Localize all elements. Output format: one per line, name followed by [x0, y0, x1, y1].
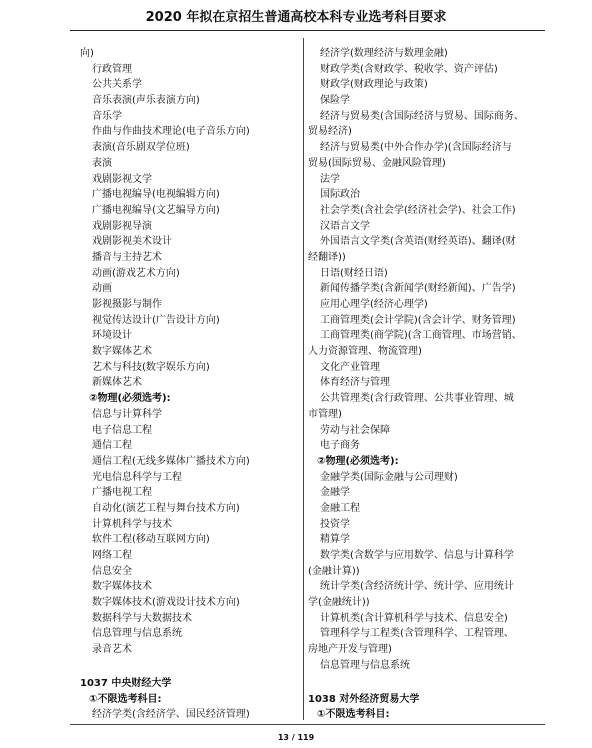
major-item: 网络工程 — [92, 550, 132, 561]
major-item: 金融学类(国际金融与公司理财) — [320, 471, 458, 483]
major-item-continuation: 人力资源管理、物流管理) — [308, 346, 422, 358]
major-item: 艺术与科技(数字娱乐方向) — [92, 361, 210, 373]
major-item: 影视摄影与制作 — [92, 299, 162, 310]
major-item: 数字媒体技术(游戏设计技术方向) — [92, 597, 240, 609]
major-item: 信息安全 — [92, 565, 132, 577]
major-item: 音乐表演(声乐表演方向) — [92, 95, 200, 107]
major-item: 计算机科学与技术 — [92, 518, 172, 530]
major-item: 工商管理类(会计学院)(含会计学、财务管理) — [320, 314, 516, 326]
major-item: 通信工程(无线多媒体广播技术方向) — [92, 455, 250, 467]
major-item: 汉语言文学 — [320, 220, 370, 232]
major-item: 劳动与社会保障 — [320, 424, 390, 436]
document-title: 2020 年拟在京招生普通高校本科专业选考科目要求 — [145, 10, 447, 25]
major-item: 动画 — [92, 283, 112, 295]
major-item: 经济与贸易类(含国际经济与贸易、国际商务、 — [320, 110, 524, 122]
major-item: 经济学类(含经济学、国民经济管理) — [92, 709, 250, 721]
footer-rule — [70, 724, 545, 725]
major-item: 电子信息工程 — [92, 424, 152, 436]
major-item: 金融学 — [320, 487, 350, 499]
major-item: 戏剧影视美术设计 — [92, 236, 172, 248]
column-divider — [303, 38, 304, 720]
major-item: 金融工程 — [320, 502, 360, 514]
major-item: 投资学 — [320, 518, 350, 530]
major-item-continuation: 贸易经济) — [308, 126, 352, 138]
major-item: 国际政治 — [320, 189, 360, 201]
subject-requirement-heading: ①不限选考科目: — [89, 693, 162, 705]
major-item: 音乐学 — [92, 110, 122, 122]
major-item: 戏剧影视文学 — [92, 173, 152, 185]
spacer — [80, 658, 302, 676]
major-item: 表演 — [92, 157, 112, 169]
major-item: 行政管理 — [92, 63, 132, 75]
major-item: 外国语言文学类(含英语(财经英语)、翻译(财 — [320, 236, 516, 248]
major-item: 精算学 — [320, 534, 350, 546]
major-item: 广播电视编导(文艺编导方向) — [92, 204, 220, 216]
major-item: 录音艺术 — [92, 644, 132, 656]
major-item: 统计学类(含经济统计学、统计学、应用统计 — [320, 581, 514, 593]
major-item: 光电信息科学与工程 — [92, 471, 182, 483]
major-item: 播音与主持艺术 — [92, 251, 162, 263]
subject-requirement-heading: ①不限选考科目: — [317, 709, 390, 721]
major-item: 管理科学与工程类(含管理科学、工程管理、 — [320, 628, 514, 640]
major-item: 数字媒体技术 — [92, 581, 152, 593]
major-item: 广播电视编导(电视编辑方向) — [92, 189, 220, 201]
major-item: 应用心理学(经济心理学) — [320, 299, 428, 310]
major-item: 信息管理与信息系统 — [92, 628, 182, 640]
major-item: 法学 — [320, 173, 340, 185]
major-item: 财政学(财政理论与政策) — [320, 79, 428, 91]
major-item: 环境设计 — [92, 330, 132, 342]
major-item: 戏剧影视导演 — [92, 220, 152, 232]
major-item: 新闻传播学类(含新闻学(财经新闻)、广告学) — [320, 283, 516, 295]
right-column — [308, 46, 528, 723]
subject-requirement-heading: ②物理(必须选考): — [317, 455, 399, 467]
left-column — [80, 46, 302, 723]
major-item-continuation: 向) — [80, 48, 94, 59]
major-item: 财政学类(含财政学、税收学、资产评估) — [320, 63, 498, 75]
major-item: 通信工程 — [92, 440, 132, 452]
major-item: 信息管理与信息系统 — [320, 659, 410, 671]
header-rule — [70, 30, 545, 31]
major-item-continuation: 学(金融统计)) — [308, 597, 370, 609]
major-item: 作曲与作曲技术理论(电子音乐方向) — [92, 126, 250, 138]
page-number: 13 / 119 — [277, 733, 315, 742]
school-heading: 1038 对外经济贸易大学 — [308, 693, 420, 705]
major-item: 表演(音乐剧双学位班) — [92, 142, 190, 154]
major-item-continuation: 市管理) — [308, 408, 342, 420]
major-item: 电子商务 — [320, 440, 360, 452]
major-item: 社会学类(含社会学(经济社会学)、社会工作) — [320, 204, 516, 216]
major-item: 信息与计算科学 — [92, 408, 162, 420]
major-item-continuation: 经翻译)) — [308, 251, 346, 263]
major-item: 数据科学与大数据技术 — [92, 612, 192, 624]
school-heading: 1037 中央财经大学 — [80, 677, 172, 689]
major-item: 视觉传达设计(广告设计方向) — [92, 314, 220, 326]
major-item: 经济学(数理经济与数理金融) — [320, 48, 448, 59]
major-item: 广播电视工程 — [92, 487, 152, 499]
major-item: 文化产业管理 — [320, 361, 380, 373]
major-item: 数字媒体艺术 — [92, 346, 152, 358]
major-item: 动画(游戏艺术方向) — [92, 267, 180, 279]
major-item: 体育经济与管理 — [320, 377, 390, 389]
major-item: 经济与贸易类(中外合作办学)(含国际经济与 — [320, 142, 512, 154]
major-item: 日语(财经日语) — [320, 267, 388, 279]
major-item: 工商管理类(商学院)(含工商管理、市场营销、 — [320, 330, 522, 342]
major-item: 自动化(演艺工程与舞台技术方向) — [92, 502, 240, 514]
major-item: 软件工程(移动互联网方向) — [92, 534, 210, 546]
major-item-continuation: 贸易(国际贸易、金融风险管理) — [308, 157, 446, 169]
major-item: 公共关系学 — [92, 79, 142, 91]
major-item-continuation: 房地产开发与管理) — [308, 644, 392, 656]
subject-requirement-heading: ②物理(必须选考): — [89, 393, 171, 405]
major-item: 公共管理类(含行政管理、公共事业管理、城 — [320, 393, 514, 405]
major-item: 计算机类(含计算机科学与技术、信息安全) — [320, 612, 508, 624]
major-item: 新媒体艺术 — [92, 377, 142, 389]
major-item: 保险学 — [320, 95, 350, 107]
major-item: 数学类(含数学与应用数学、信息与计算科学 — [320, 550, 514, 561]
spacer — [308, 674, 528, 692]
major-item-continuation: (金融计算)) — [308, 565, 360, 577]
